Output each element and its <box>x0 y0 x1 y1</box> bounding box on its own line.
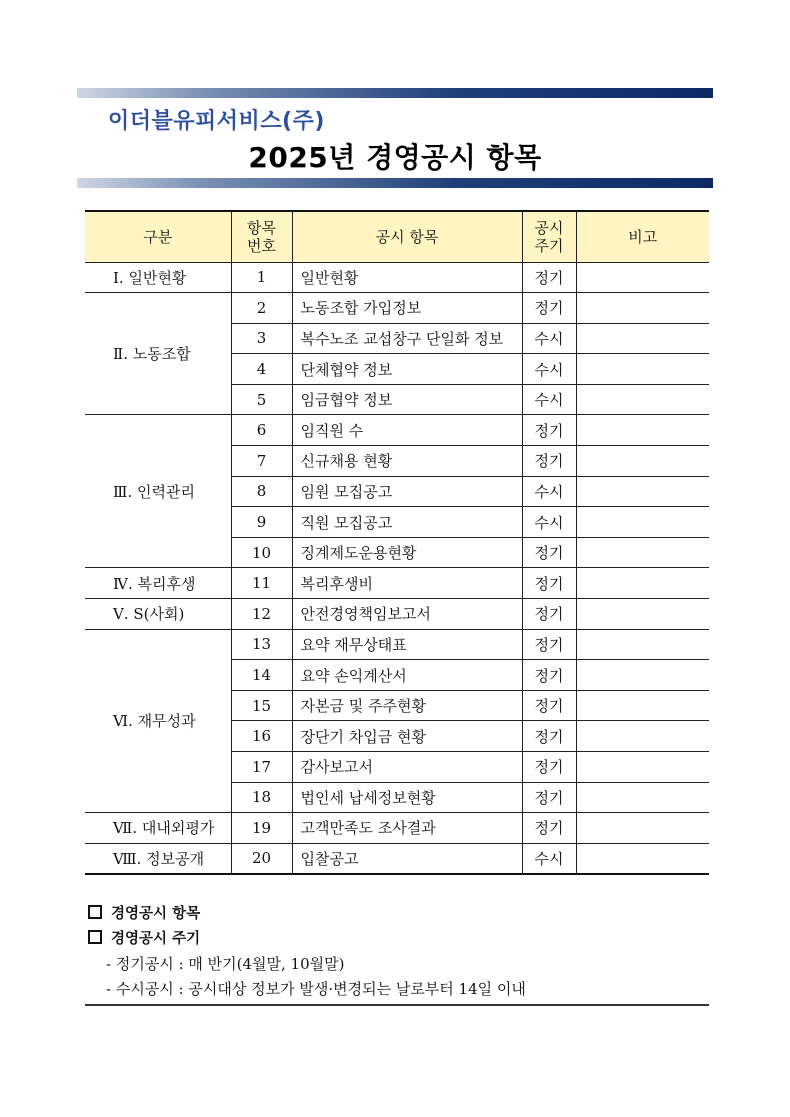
note-cell <box>576 599 709 630</box>
table-row <box>85 813 709 844</box>
table-row <box>85 599 709 630</box>
category-cell: Ⅲ. 인력관리 <box>85 415 231 568</box>
number-cell: 18 <box>231 782 292 813</box>
note-cell <box>576 843 709 874</box>
note-cell <box>576 813 709 844</box>
number-cell: 1 <box>231 262 292 293</box>
cycle-cell: 수시 <box>522 354 576 385</box>
header-bottom-band <box>77 178 713 188</box>
note-cell <box>576 415 709 446</box>
cycle-cell: 정기 <box>522 537 576 568</box>
note-cell <box>576 721 709 752</box>
note-cell <box>576 537 709 568</box>
number-cell: 20 <box>231 843 292 874</box>
header-category: 구분 <box>85 211 231 262</box>
note-cell <box>576 660 709 691</box>
note-cell <box>576 262 709 293</box>
number-cell: 12 <box>231 599 292 630</box>
item-cell: 요약 손익계산서 <box>292 660 522 691</box>
item-cell: 임원 모집공고 <box>292 476 522 507</box>
item-cell: 요약 재무상태표 <box>292 629 522 660</box>
cycle-cell: 정기 <box>522 599 576 630</box>
bottom-rule <box>85 1004 709 1006</box>
note-items-heading-text: 경영공시 항목 <box>111 906 201 922</box>
table-header-row <box>85 211 709 262</box>
category-cell: Ⅶ. 대내외평가 <box>85 813 231 844</box>
note-cell <box>576 354 709 385</box>
note-cell <box>576 446 709 477</box>
note-cell <box>576 293 709 324</box>
category-cell: Ⅵ. 재무성과 <box>85 629 231 813</box>
cycle-cell: 정기 <box>522 782 576 813</box>
cycle-cell: 정기 <box>522 568 576 599</box>
cycle-cell: 수시 <box>522 843 576 874</box>
number-cell: 7 <box>231 446 292 477</box>
table-row <box>85 293 709 324</box>
number-cell: 3 <box>231 323 292 354</box>
cycle-cell: 정기 <box>522 446 576 477</box>
item-cell: 복수노조 교섭창구 단일화 정보 <box>292 323 522 354</box>
note-cell <box>576 384 709 415</box>
cycle-cell: 정기 <box>522 629 576 660</box>
cycle-cell: 수시 <box>522 384 576 415</box>
number-cell: 16 <box>231 721 292 752</box>
note-cell <box>576 323 709 354</box>
header-item: 공시 항목 <box>292 211 522 262</box>
item-cell: 신규채용 현황 <box>292 446 522 477</box>
table-row <box>85 262 709 293</box>
category-cell: Ⅴ. S(사회) <box>85 599 231 630</box>
header-number-line1: 항목 <box>247 218 276 237</box>
note-regular: - 정기공시 : 매 반기(4월말, 10월말) <box>106 955 345 973</box>
checkbox-icon <box>88 930 102 944</box>
number-cell: 4 <box>231 354 292 385</box>
cycle-cell: 정기 <box>522 415 576 446</box>
cycle-cell: 수시 <box>522 476 576 507</box>
item-cell: 고객만족도 조사결과 <box>292 813 522 844</box>
table-row <box>85 629 709 660</box>
note-cycle-heading-text: 경영공시 주기 <box>111 931 201 947</box>
disclosure-table <box>85 210 709 875</box>
header-number-line2: 번호 <box>247 236 276 255</box>
number-cell: 14 <box>231 660 292 691</box>
cycle-cell: 정기 <box>522 293 576 324</box>
note-cell <box>576 476 709 507</box>
item-cell: 입찰공고 <box>292 843 522 874</box>
note-cell <box>576 752 709 783</box>
number-cell: 6 <box>231 415 292 446</box>
header-number <box>231 211 292 262</box>
item-cell: 안전경영책임보고서 <box>292 599 522 630</box>
table-row <box>85 843 709 874</box>
cycle-cell: 수시 <box>522 323 576 354</box>
cycle-cell: 수시 <box>522 507 576 538</box>
item-cell: 임직원 수 <box>292 415 522 446</box>
header-note: 비고 <box>576 211 709 262</box>
number-cell: 10 <box>231 537 292 568</box>
item-cell: 법인세 납세정보현황 <box>292 782 522 813</box>
category-cell: Ⅱ. 노동조합 <box>85 293 231 415</box>
category-cell: Ⅳ. 복리후생 <box>85 568 231 599</box>
header-cycle <box>522 211 576 262</box>
company-name: 이더블유피서비스(주) <box>108 109 325 134</box>
note-cell <box>576 507 709 538</box>
category-cell: Ⅷ. 정보공개 <box>85 843 231 874</box>
category-cell: Ⅰ. 일반현황 <box>85 262 231 293</box>
item-cell: 복리후생비 <box>292 568 522 599</box>
cycle-cell: 정기 <box>522 690 576 721</box>
note-cell <box>576 690 709 721</box>
number-cell: 11 <box>231 568 292 599</box>
note-irregular: - 수시공시 : 공시대상 정보가 발생·변경되는 날로부터 14일 이내 <box>106 980 526 998</box>
item-cell: 단체협약 정보 <box>292 354 522 385</box>
item-cell: 징계제도운용현황 <box>292 537 522 568</box>
number-cell: 15 <box>231 690 292 721</box>
item-cell: 임금협약 정보 <box>292 384 522 415</box>
item-cell: 자본금 및 주주현황 <box>292 690 522 721</box>
cycle-cell: 정기 <box>522 752 576 783</box>
cycle-cell: 정기 <box>522 262 576 293</box>
cycle-cell: 정기 <box>522 721 576 752</box>
page-title: 2025년 경영공시 항목 <box>248 141 542 174</box>
note-cell <box>576 568 709 599</box>
notes-section <box>88 902 708 1002</box>
item-cell: 장단기 차입금 현황 <box>292 721 522 752</box>
number-cell: 2 <box>231 293 292 324</box>
number-cell: 5 <box>231 384 292 415</box>
item-cell: 노동조합 가입정보 <box>292 293 522 324</box>
number-cell: 9 <box>231 507 292 538</box>
note-cycle-heading <box>88 927 708 952</box>
table-row <box>85 568 709 599</box>
table-row <box>85 415 709 446</box>
cycle-cell: 정기 <box>522 813 576 844</box>
checkbox-icon <box>88 905 102 919</box>
note-cell <box>576 629 709 660</box>
number-cell: 19 <box>231 813 292 844</box>
header-cycle-line1: 공시 <box>534 218 564 237</box>
number-cell: 17 <box>231 752 292 783</box>
note-cell <box>576 782 709 813</box>
number-cell: 13 <box>231 629 292 660</box>
item-cell: 일반현황 <box>292 262 522 293</box>
header-cycle-line2: 주기 <box>534 236 564 255</box>
header-top-band <box>77 88 713 98</box>
item-cell: 감사보고서 <box>292 752 522 783</box>
cycle-cell: 정기 <box>522 660 576 691</box>
number-cell: 8 <box>231 476 292 507</box>
note-items-heading <box>88 902 708 927</box>
item-cell: 직원 모집공고 <box>292 507 522 538</box>
table-body <box>85 262 709 874</box>
